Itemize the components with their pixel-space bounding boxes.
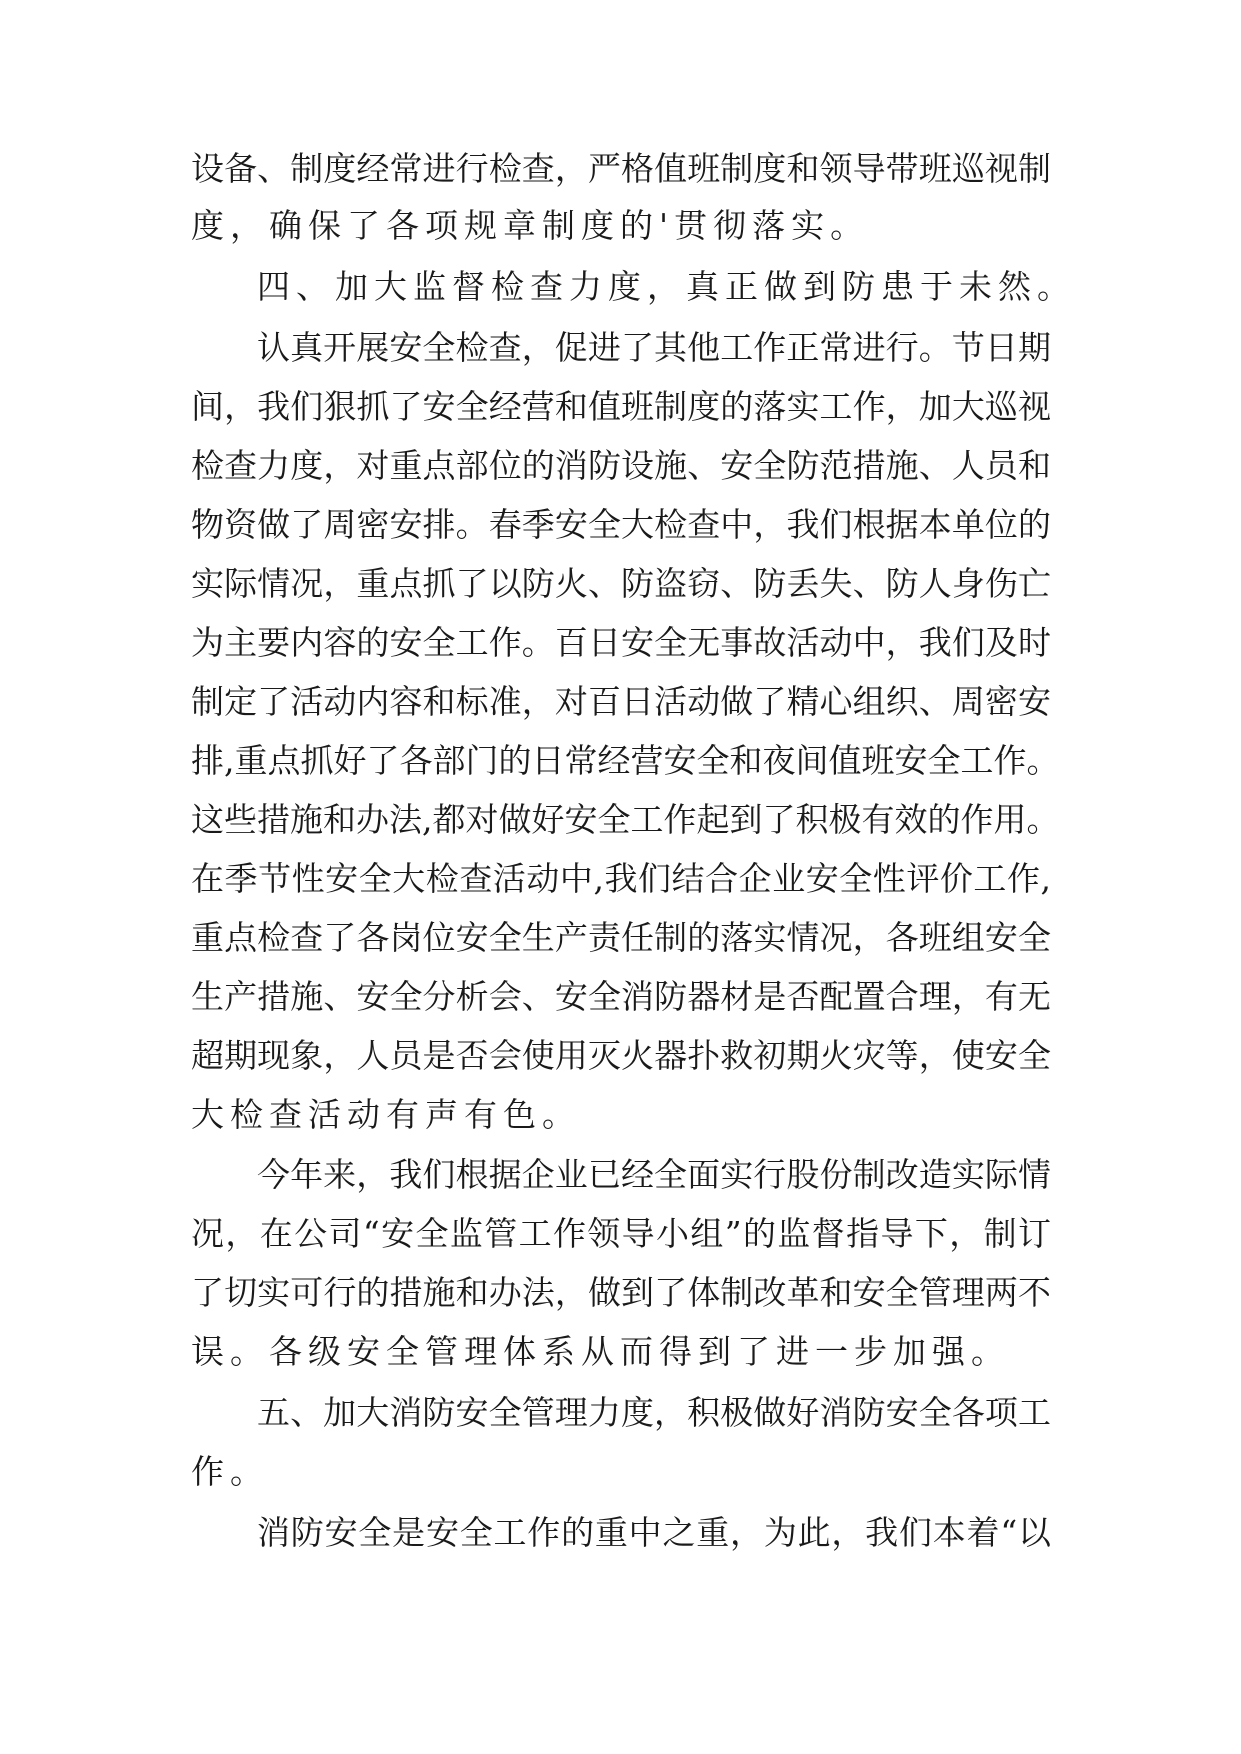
text-line: 物资做了周密安排。春季安全大检查中，我们根据本单位的: [191, 505, 1051, 544]
text-line: 生产措施、安全分析会、安全消防器材是否配置合理，有无: [191, 977, 1051, 1016]
text-line: 设备、制度经常进行检查，严格值班制度和领导带班巡视制: [191, 149, 1051, 188]
section-heading: 四、加大监督检查力度，真正做到防患于未然。: [257, 267, 1076, 306]
text-line: 制定了活动内容和标准，对百日活动做了精心组织、周密安: [191, 682, 1051, 721]
text-line: 消防安全是安全工作的重中之重，为此，我们本着“以: [257, 1513, 1051, 1552]
text-line: 排,重点抓好了各部门的日常经营安全和夜间值班安全工作。: [191, 741, 1060, 780]
text-line: 实际情况，重点抓了以防火、防盗窃、防丢失、防人身伤亡: [191, 564, 1051, 603]
text-line: 在季节性安全大检查活动中,我们结合企业安全性评价工作,: [191, 859, 1051, 898]
text-line: 这些措施和办法,都对做好安全工作起到了积极有效的作用。: [191, 800, 1060, 839]
text-line: 为主要内容的安全工作。百日安全无事故活动中，我们及时: [191, 623, 1051, 662]
text-line: 检查力度，对重点部位的消防设施、安全防范措施、人员和: [191, 446, 1051, 485]
text-line: 度，确保了各项规章制度的'贯彻落实。: [191, 206, 870, 245]
section-heading-continued: 作。: [191, 1452, 269, 1491]
text-line: 况，在公司“安全监管工作领导小组”的监督指导下，制订: [191, 1214, 1051, 1253]
text-line: 误。各级安全管理体系从而得到了进一步加强。: [191, 1332, 1010, 1371]
text-line: 了切实可行的措施和办法，做到了体制改革和安全管理两不: [191, 1273, 1051, 1312]
text-line: 今年来，我们根据企业已经全面实行股份制改造实际情: [257, 1155, 1051, 1194]
section-heading: 五、加大消防安全管理力度，积极做好消防安全各项工: [257, 1393, 1051, 1432]
text-line: 重点检查了各岗位安全生产责任制的落实情况，各班组安全: [191, 918, 1051, 957]
text-line: 间，我们狠抓了安全经营和值班制度的落实工作，加大巡视: [191, 387, 1051, 426]
text-line: 大检查活动有声有色。: [191, 1095, 581, 1134]
text-line: 超期现象，人员是否会使用灭火器扑救初期火灾等，使安全: [191, 1036, 1051, 1075]
text-line: 认真开展安全检查，促进了其他工作正常进行。节日期: [257, 328, 1051, 367]
